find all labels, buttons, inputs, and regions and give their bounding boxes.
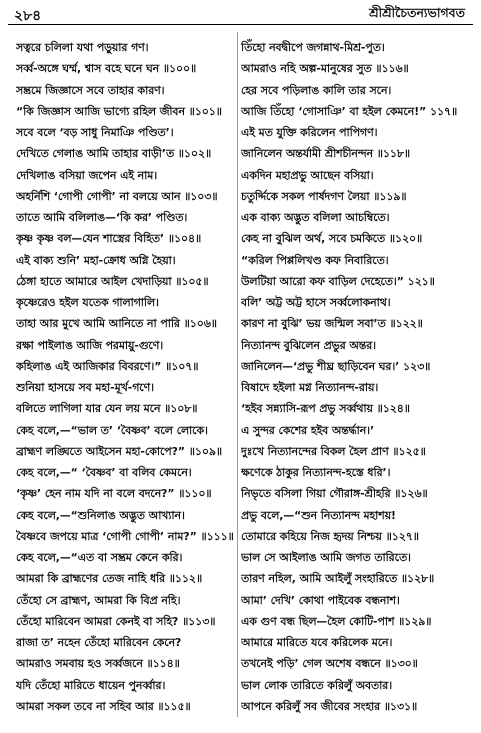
verse-line: আমরাও নহি অল্প-মানুষের সুত ॥১১৬॥ [241, 62, 409, 76]
verse-line: দেখিলাঙ বসিয়া জপেন এই নাম। [16, 168, 158, 182]
verse-line: তেঁহো সে ব্রাহ্মণ, আমরা কি বিপ্র নহি। [16, 593, 181, 607]
verse-line: রাজা ত’ নহেন তেঁহো মারিবেন কেনে? [16, 636, 182, 649]
verse-line: ‘হইব সন্ন্যাসি-রূপ প্রভু সর্ব্বথায় ॥১২৪॥ [241, 402, 410, 416]
verse-line: ‘কৃষ্ণ’ হেন নাম যদি না বলে বদনে?” ॥১১০॥ [16, 487, 212, 501]
verse-line: এক বাক্য অদ্ভুত বলিলা আচম্বিতে। [241, 211, 390, 224]
verse-line: আমা’ দেখি’ কোথা পাইবেক বন্ধনাশ। [241, 593, 400, 607]
verse-line: হের সবে পড়িলাঙ কালি তার সনে। [241, 83, 392, 97]
verse-line: সত্বরে চলিলা যথা পড়ুয়ার গণ। [16, 41, 149, 54]
verse-line: তাতে আমি বলিলাঙ—‘কি কর’ পণ্ডিত। [16, 211, 188, 224]
verse-line: অহর্নিশি ‘গোপী গোপী’ না বলয়ে আন ॥১০৩॥ [16, 189, 218, 203]
verse-line: এ সুন্দর কেশের হইব অন্তর্দ্ধান।’ [241, 423, 375, 437]
running-title: শ্রীশ্রীচৈতন্যভাগবত [369, 5, 465, 20]
verse-line: কেহ বলে,—“ ‘বৈষ্ণব’ বা বলিব কেমনে। [16, 466, 192, 479]
verse-line: বৈষ্ণবে জপয়ে মাত্র ‘গোপী গোপী’ নাম?” ॥১১১॥ [16, 529, 234, 543]
verse-line: নিত্যানন্দ বুঝিলেন প্রভুর অন্তর। [241, 338, 377, 352]
verse-line: এক গুণ বন্ধ ছিল—হৈল কোটি-পাশ ॥১২৯॥ [241, 614, 432, 628]
verse-line: “কি জিজ্ঞাস আজি ভাগ্যে রহিল জীবন ॥১০১॥ [16, 104, 222, 118]
verse-line: কৃষ্ণ কৃষ্ণ বল—যেন শাস্ত্রের বিহিত’ ॥১০৪॥ [16, 232, 202, 246]
verse-line: সম্ভ্রমে জিজ্ঞাসে সবে তাহার কারণ। [16, 83, 165, 97]
verse-line: কারণ না বুঝি’ ভয় জন্মিল সবা’ত ॥১২২॥ [241, 317, 423, 331]
verse-line: আপনে করিলুঁ সব জীবের সংহার ॥১৩১॥ [241, 699, 418, 713]
verse-line: আমরা সকল তবে না সহিব আর ॥১১৫॥ [16, 699, 191, 713]
verse-line: সর্ব্ব-অঙ্গে ঘর্ম্ম, শ্বাস বহে ঘনে ঘন ॥১০০॥ [16, 62, 197, 76]
verse-line: চতুর্দ্দিকে সকল পার্ষদগণ লৈয়া ॥১১৯॥ [241, 189, 407, 203]
verse-line: তখনেই পড়ি’ গেল অশেষ বন্ধনে ॥১৩০॥ [241, 657, 418, 671]
verse-line: এই মত যুক্তি করিলেন পাপিগণ। [241, 126, 378, 139]
verse-line: আমরা কি ব্রাহ্মণের তেজ নাহি ধরি ॥১১২॥ [16, 572, 203, 586]
page-header [8, 2, 473, 24]
verse-line: কেহ বলে,—“ভাল ত’ ‘বৈষ্ণব’ বলে লোকে। [16, 423, 208, 437]
verse-line: ভাল সে আইলাঙ আমি জগত তারিতে। [241, 551, 411, 564]
verse-line: কেহ না বুঝিল অর্থ, সবে চমকিতে ॥১২০॥ [241, 232, 423, 246]
verse-line: জানিলেন অন্তর্যামী শ্রীশচীনন্দন ॥১১৮॥ [241, 147, 410, 161]
verse-line: “করিল পিপ্পলিখণ্ড কফ নিবারিতে। [241, 253, 389, 267]
verse-line: আমারে মারিতে যবে করিলেক মনে। [241, 636, 393, 649]
verse-line: ক্ষণেকে ঠাকুর নিত্যানন্দ-হস্তে ধরি’। [241, 466, 391, 479]
verse-line: দেখিতে গেলাঙ আমি তাহার বাড়ী’ত ॥১০২॥ [16, 147, 212, 161]
verse-line: ভাল লোক তারিতে করিলুঁ অবতার। [241, 678, 393, 692]
left-column [16, 37, 240, 717]
verse-line: তাহা আর মুখে আমি আনিতে না পারি ॥১০৬॥ [16, 317, 217, 331]
verse-line: সবে বলে ‘বড় সাধু নিমাঞি পণ্ডিত’। [16, 126, 174, 139]
verse-line: শুনিয়া হাসয়ে সব মহা-মূর্খ-গণে। [16, 381, 155, 394]
verse-line: বলি’ অট্ট অট্ট হাসে সর্ব্বলোকনাথ। [241, 296, 391, 309]
verse-line: তিঁহো নবদ্বীপে জগন্নাথ-মিশ্র-পুত। [241, 41, 385, 54]
verse-line: কৃষ্ণেরেও হইল যতেক গালাগালি। [16, 296, 159, 309]
verse-line: জানিলেন—‘প্রভু শীঘ্র ছাড়িবেন ঘর।’ ১২৩॥ [241, 359, 431, 373]
verse-line: উলটিয়া আরো কফ বাড়িল দেহেতে।” ১২১॥ [241, 274, 435, 288]
header-rule [8, 24, 473, 25]
verse-line: তোমারে কহিয়ে নিজ হৃদয় নিশ্চয় ॥১২৭॥ [241, 529, 419, 543]
verse-line: যদি তেঁহো মারিতে ধায়েন পুনর্ব্বার। [16, 678, 166, 692]
verse-line: কেহ বলে,—“শুনিলাঙ অদ্ভুত আখ্যান। [16, 508, 185, 522]
verse-line: রক্ষা পাইলাঙ আজি পরমায়ু-গুণে। [16, 338, 164, 352]
verse-line: ব্রাহ্মণ লঙ্ঘিতে আইসেন মহা-কোপে?” ॥১০৯॥ [16, 444, 222, 458]
verse-line: বিষাদে হইলা মগ্ন নিত্যানন্দ-রায়। [241, 381, 379, 394]
verse-line: তেঁহো মারিবেন আমরা কেনই বা সহি? ॥১১৩॥ [16, 614, 216, 628]
verse-line: কেহ বলে,—“এত বা সম্ভ্রম কেনে করি। [16, 551, 183, 564]
right-column [241, 37, 465, 717]
verse-line: আমরাও সমবায় হও সর্ব্বজনে ॥১১৪॥ [16, 657, 180, 671]
verse-line: দুঃখে নিত্যানন্দের বিকল হৈল প্রাণ ॥১২৫॥ [241, 444, 426, 458]
verse-line: নিভৃতে বসিলা গিয়া গৌরাঙ্গ-শ্রীহরি ॥১২৬॥ [241, 487, 428, 501]
verse-line: কহিলাঙ এই আজিকার বিবরণে।” ॥১০৭॥ [16, 359, 199, 373]
page-number: ২৮৪ [14, 8, 42, 24]
verse-line: আজি তিঁহো ‘গোসাঞি’ বা হইল কেমনে!” ১১৭॥ [241, 104, 458, 118]
verse-line: ঠেঙ্গা হাতে আমারে আইল খেদাড়িয়া ॥১০৫॥ [16, 274, 209, 288]
verse-line: তারণ নহিল, আমি আইলুঁ সংহারিতে ॥১২৮॥ [241, 572, 435, 586]
verse-line: বলিতে লাগিলা যার যেন লয় মনে ॥১০৮॥ [16, 402, 198, 416]
verse-line: একদিন মহাপ্রভু আছেন বসিয়া। [241, 168, 374, 182]
verse-line: প্রভু বলে,—“শুন নিত্যানন্দ মহাশয়! [241, 508, 396, 522]
verse-line: এই বাক্য শুনি’ মহা-ক্রোধ অগ্নি হৈয়া। [16, 253, 176, 267]
